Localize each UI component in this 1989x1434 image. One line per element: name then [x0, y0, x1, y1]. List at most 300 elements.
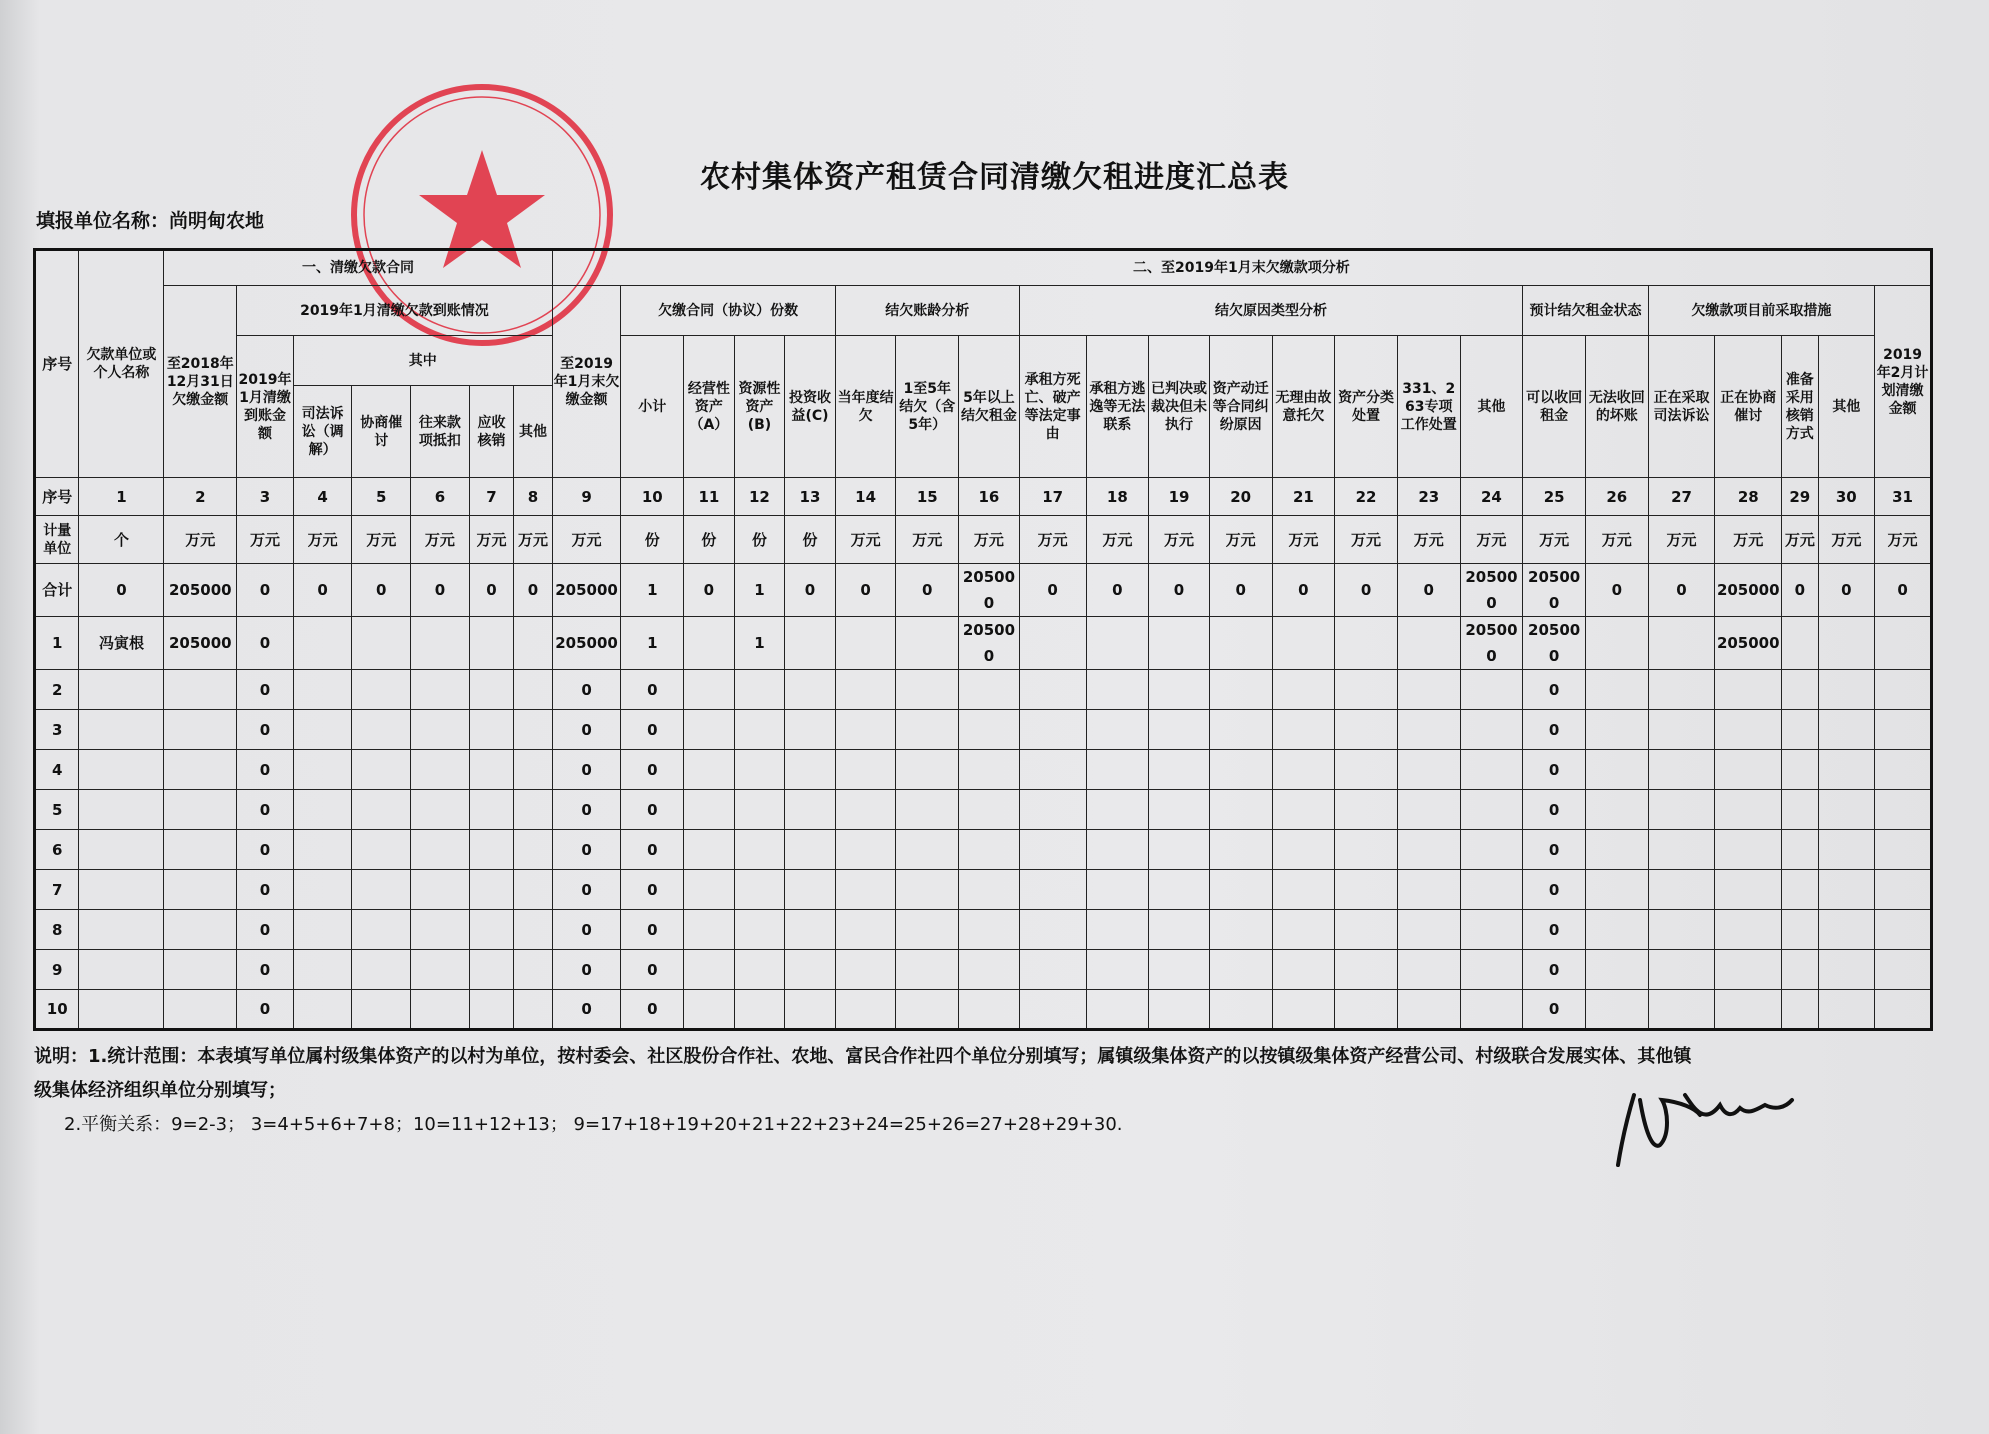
table-cell	[514, 670, 552, 710]
table-cell	[734, 870, 785, 910]
table-cell	[79, 870, 164, 910]
unit-cell: 万元	[1086, 516, 1149, 564]
table-cell: 0	[1019, 564, 1086, 617]
table-cell	[1019, 910, 1086, 950]
table-cell	[1335, 790, 1398, 830]
table-cell	[1782, 670, 1818, 710]
row-seq-cell: 2	[35, 670, 79, 710]
table-cell: 0	[1335, 564, 1398, 617]
table-cell	[1875, 750, 1932, 790]
table-row	[35, 830, 1932, 870]
table-cell	[1818, 870, 1875, 910]
table-cell: 0	[1523, 950, 1586, 990]
table-cell	[835, 950, 896, 990]
unit-cell: 份	[785, 516, 836, 564]
table-cell	[835, 910, 896, 950]
table-cell: 0	[237, 910, 294, 950]
table-cell	[896, 830, 959, 870]
table-cell: 205000	[1523, 617, 1586, 670]
table-cell	[79, 990, 164, 1030]
table-cell	[896, 670, 959, 710]
table-cell	[514, 790, 552, 830]
table-cell: 0	[1086, 564, 1149, 617]
table-cell: 0	[237, 617, 294, 670]
table-cell	[959, 990, 1020, 1030]
column-number-cell: 21	[1272, 478, 1335, 516]
table-cell: 0	[785, 564, 836, 617]
header-c19: 已判决或裁决但未执行	[1149, 336, 1210, 478]
table-cell: 0	[552, 990, 621, 1030]
table-cell	[1149, 870, 1210, 910]
unit-cell: 万元	[411, 516, 470, 564]
table-cell	[1272, 710, 1335, 750]
table-cell	[896, 790, 959, 830]
table-cell	[1648, 790, 1715, 830]
unit-cell: 万元	[352, 516, 411, 564]
header-c26: 无法收回的坏账	[1585, 336, 1648, 478]
column-number-cell: 25	[1523, 478, 1586, 516]
unit-cell: 万元	[293, 516, 352, 564]
table-cell: 0	[293, 564, 352, 617]
table-cell	[896, 750, 959, 790]
table-cell	[1715, 710, 1782, 750]
data-rows	[35, 564, 1932, 1030]
unit-cell: 万元	[896, 516, 959, 564]
unit-cell: 万元	[959, 516, 1020, 564]
column-number-cell: 28	[1715, 478, 1782, 516]
table-cell	[1272, 790, 1335, 830]
column-number-tr	[35, 478, 1932, 516]
table-cell	[1209, 710, 1272, 750]
table-cell: 0	[1818, 564, 1875, 617]
table-cell	[896, 990, 959, 1030]
table-cell: 205000	[959, 564, 1020, 617]
table-cell: 0	[237, 990, 294, 1030]
table-cell	[79, 670, 164, 710]
table-cell	[959, 910, 1020, 950]
table-cell	[1648, 830, 1715, 870]
column-number-cell: 31	[1875, 478, 1932, 516]
table-cell	[1335, 950, 1398, 990]
table-cell	[785, 950, 836, 990]
table-cell	[1715, 870, 1782, 910]
table-cell	[469, 710, 513, 750]
table-cell	[734, 910, 785, 950]
table-cell: 0	[514, 564, 552, 617]
unit-cell: 万元	[552, 516, 621, 564]
table-cell: 0	[1648, 564, 1715, 617]
unit-cell: 万元	[1715, 516, 1782, 564]
row-seq-cell: 6	[35, 830, 79, 870]
header-c24: 其他	[1460, 336, 1523, 478]
table-cell	[352, 790, 411, 830]
table-cell: 0	[621, 710, 684, 750]
table-cell	[1782, 910, 1818, 950]
table-cell	[469, 910, 513, 950]
unit-cell: 万元	[1648, 516, 1715, 564]
table-cell	[1149, 790, 1210, 830]
table-cell	[1460, 790, 1523, 830]
header-c21: 无理由故意托欠	[1272, 336, 1335, 478]
table-cell: 0	[237, 710, 294, 750]
table-cell	[684, 870, 735, 910]
table-cell	[1875, 790, 1932, 830]
unit-cell: 万元	[1585, 516, 1648, 564]
table-cell	[79, 710, 164, 750]
table-cell: 0	[237, 750, 294, 790]
table-cell	[1648, 670, 1715, 710]
table-cell	[896, 870, 959, 910]
table-cell: 0	[1523, 990, 1586, 1030]
table-cell	[1086, 710, 1149, 750]
table-cell	[835, 670, 896, 710]
table-cell	[1818, 910, 1875, 950]
table-cell	[79, 910, 164, 950]
table-cell	[1019, 830, 1086, 870]
row-seq-cell: 合计	[35, 564, 79, 617]
table-cell	[959, 750, 1020, 790]
table-cell: 0	[552, 830, 621, 870]
table-cell	[684, 710, 735, 750]
table-cell	[896, 910, 959, 950]
table-cell: 0	[552, 710, 621, 750]
note-line-1: 说明：1.统计范围：本表填写单位属村级集体资产的以村为单位，按村委会、社区股份合作社、农地、富民合作社四个单位分别填写；属镇级集体资产的以按镇级集体资产经营公司、村级联合发展实体、其他镇级集体经济组织单位分别填写；	[34, 1046, 1692, 1101]
table-cell	[352, 710, 411, 750]
table-cell	[1875, 870, 1932, 910]
table-cell	[1715, 750, 1782, 790]
table-cell	[734, 990, 785, 1030]
table-cell	[1715, 950, 1782, 990]
header-seq: 序号	[35, 250, 79, 478]
table-cell	[352, 990, 411, 1030]
table-cell: 0	[1523, 830, 1586, 870]
header-reasons: 结欠原因类型分析	[1019, 286, 1523, 336]
seq-label-cell: 序号	[35, 478, 79, 516]
table-cell	[1585, 790, 1648, 830]
table-cell	[1460, 670, 1523, 710]
table-cell	[835, 790, 896, 830]
table-cell: 205000	[1715, 564, 1782, 617]
table-cell: 0	[621, 990, 684, 1030]
table-cell	[164, 910, 237, 950]
table-cell: 0	[1585, 564, 1648, 617]
table-cell: 0	[1523, 790, 1586, 830]
table-cell	[411, 870, 470, 910]
table-cell	[1209, 950, 1272, 990]
table-cell	[293, 950, 352, 990]
table-cell	[293, 750, 352, 790]
table-cell: 0	[237, 870, 294, 910]
table-cell	[1782, 617, 1818, 670]
table-cell	[514, 710, 552, 750]
header-c31: 2019年2月计划清缴金额	[1875, 286, 1932, 478]
table-cell	[164, 670, 237, 710]
unit-label-cell: 计量单位	[35, 516, 79, 564]
table-cell	[514, 750, 552, 790]
table-cell	[411, 990, 470, 1030]
table-cell	[1086, 870, 1149, 910]
table-cell: 0	[237, 950, 294, 990]
table-cell	[1209, 910, 1272, 950]
table-cell: 冯寅根	[79, 617, 164, 670]
table-cell	[1086, 910, 1149, 950]
table-cell	[1019, 710, 1086, 750]
table-cell	[835, 617, 896, 670]
header-jan-group: 2019年1月清缴欠款到账情况	[237, 286, 552, 336]
header-c12: 资源性资产(B)	[734, 336, 785, 478]
handwritten-signature	[1600, 1070, 1800, 1170]
table-cell	[1272, 617, 1335, 670]
table-cell	[1782, 750, 1818, 790]
table-cell	[1585, 710, 1648, 750]
notes	[34, 1040, 1694, 1142]
column-number-cell: 30	[1818, 478, 1875, 516]
table-cell	[1272, 990, 1335, 1030]
table-cell	[293, 617, 352, 670]
table-row	[35, 750, 1932, 790]
table-cell	[1875, 910, 1932, 950]
table-cell: 1	[734, 564, 785, 617]
table-cell	[411, 910, 470, 950]
table-cell	[734, 710, 785, 750]
unit-cell: 万元	[1209, 516, 1272, 564]
table-cell: 0	[621, 830, 684, 870]
table-row	[35, 950, 1932, 990]
header-c6: 往来款项抵扣	[411, 386, 470, 478]
table-cell	[785, 830, 836, 870]
table-cell	[1715, 830, 1782, 870]
table-cell: 0	[79, 564, 164, 617]
header-aging: 结欠账龄分析	[835, 286, 1019, 336]
table-cell: 0	[352, 564, 411, 617]
table-cell	[293, 830, 352, 870]
column-number-cell: 9	[552, 478, 621, 516]
column-number-cell: 17	[1019, 478, 1086, 516]
table-cell	[352, 950, 411, 990]
table-row	[35, 617, 1932, 670]
table-cell	[514, 990, 552, 1030]
table-cell	[1397, 870, 1460, 910]
header-section1: 一、清缴欠款合同	[164, 250, 552, 286]
table-cell	[1209, 617, 1272, 670]
table-cell	[469, 670, 513, 710]
unit-cell: 份	[684, 516, 735, 564]
header-measures: 欠缴款项目前采取措施	[1648, 286, 1874, 336]
table-cell: 0	[552, 910, 621, 950]
header-c8: 其他	[514, 386, 552, 478]
table-cell	[959, 950, 1020, 990]
table-cell	[1818, 990, 1875, 1030]
column-number-cell: 15	[896, 478, 959, 516]
table-cell	[293, 710, 352, 750]
table-cell: 205000	[1523, 564, 1586, 617]
table-cell	[1648, 750, 1715, 790]
table-cell	[411, 950, 470, 990]
table-cell	[293, 910, 352, 950]
table-cell	[1209, 990, 1272, 1030]
table-cell	[411, 790, 470, 830]
table-cell	[164, 710, 237, 750]
table-cell: 0	[1523, 910, 1586, 950]
table-cell	[684, 617, 735, 670]
table-cell	[411, 670, 470, 710]
header-c27: 正在采取司法诉讼	[1648, 336, 1715, 478]
table-cell: 0	[1782, 564, 1818, 617]
table-cell	[1875, 670, 1932, 710]
table-cell: 0	[552, 950, 621, 990]
table-cell: 0	[1523, 750, 1586, 790]
column-number-cell: 3	[237, 478, 294, 516]
table-cell: 0	[237, 670, 294, 710]
table-cell	[1086, 670, 1149, 710]
table-cell	[1335, 910, 1398, 950]
column-number-cell: 24	[1460, 478, 1523, 516]
table-cell	[1648, 990, 1715, 1030]
table-cell	[411, 830, 470, 870]
table-cell	[411, 617, 470, 670]
table-cell	[469, 790, 513, 830]
column-number-row	[35, 478, 1932, 516]
table-cell	[79, 830, 164, 870]
header-c23: 331、263专项工作处置	[1397, 336, 1460, 478]
table-cell	[1019, 617, 1086, 670]
table-cell	[1335, 670, 1398, 710]
table-cell	[352, 670, 411, 710]
table-cell	[1585, 950, 1648, 990]
table-cell	[1585, 910, 1648, 950]
table-cell	[1875, 990, 1932, 1030]
table-cell	[1149, 830, 1210, 870]
table-cell	[1818, 670, 1875, 710]
table-cell	[734, 750, 785, 790]
table-cell	[1335, 870, 1398, 910]
column-number-cell: 10	[621, 478, 684, 516]
table-cell	[1460, 910, 1523, 950]
table-row	[35, 870, 1932, 910]
table-cell	[684, 750, 735, 790]
table-cell: 0	[621, 750, 684, 790]
header-c28: 正在协商催讨	[1715, 336, 1782, 478]
table-cell: 0	[1397, 564, 1460, 617]
table-cell: 0	[621, 870, 684, 910]
column-number-cell: 12	[734, 478, 785, 516]
header-c30: 其他	[1818, 336, 1875, 478]
table-cell: 0	[552, 750, 621, 790]
table-cell	[1585, 617, 1648, 670]
table-cell	[514, 910, 552, 950]
unit-cell: 万元	[164, 516, 237, 564]
table-cell	[1585, 670, 1648, 710]
table-cell: 205000	[959, 617, 1020, 670]
unit-cell: 万元	[469, 516, 513, 564]
header-c11: 经营性资产（A）	[684, 336, 735, 478]
header-c10: 小计	[621, 336, 684, 478]
table-cell: 0	[684, 564, 735, 617]
table-cell	[1149, 710, 1210, 750]
unit-cell: 个	[79, 516, 164, 564]
table-cell	[164, 790, 237, 830]
table-cell	[684, 990, 735, 1030]
header-c5: 协商催讨	[352, 386, 411, 478]
row-seq-cell: 10	[35, 990, 79, 1030]
unit-cell: 万元	[1818, 516, 1875, 564]
header-status: 预计结欠租金状态	[1523, 286, 1648, 336]
table-cell	[352, 910, 411, 950]
table-cell	[1818, 710, 1875, 750]
table-cell	[1585, 870, 1648, 910]
table-cell: 0	[1272, 564, 1335, 617]
table-cell	[1782, 790, 1818, 830]
table-cell: 0	[237, 790, 294, 830]
header-jan-total: 2019年1月清缴到账金额	[237, 336, 294, 478]
table-cell	[1209, 790, 1272, 830]
table-cell	[896, 950, 959, 990]
table-cell	[164, 950, 237, 990]
table-cell	[1019, 790, 1086, 830]
table-cell	[835, 990, 896, 1030]
header-c13: 投资收益(C)	[785, 336, 836, 478]
table-cell	[1019, 750, 1086, 790]
header-debtor: 欠款单位或个人名称	[79, 250, 164, 478]
table-cell	[1715, 790, 1782, 830]
table-cell	[835, 830, 896, 870]
table-cell: 0	[1149, 564, 1210, 617]
column-number-cell: 6	[411, 478, 470, 516]
row-seq-cell: 8	[35, 910, 79, 950]
table-cell	[1648, 710, 1715, 750]
header-c9: 至2019年1月末欠缴金额	[552, 286, 621, 478]
column-number-cell: 13	[785, 478, 836, 516]
table-cell: 0	[411, 564, 470, 617]
table-cell: 0	[896, 564, 959, 617]
table-cell	[1149, 750, 1210, 790]
table-cell	[1875, 830, 1932, 870]
column-number-cell: 4	[293, 478, 352, 516]
table-cell: 0	[1523, 870, 1586, 910]
row-seq-cell: 7	[35, 870, 79, 910]
header-c18: 承租方逃逸等无法联系	[1086, 336, 1149, 478]
column-number-cell: 22	[1335, 478, 1398, 516]
table-cell	[1782, 830, 1818, 870]
row-seq-cell: 5	[35, 790, 79, 830]
table-cell	[684, 790, 735, 830]
filler-unit-label: 填报单位名称：尚明甸农地	[36, 210, 265, 232]
table-cell	[785, 750, 836, 790]
table-cell	[1019, 870, 1086, 910]
table-row	[35, 990, 1932, 1030]
table-cell: 205000	[1460, 617, 1523, 670]
table-cell	[734, 950, 785, 990]
unit-cell: 万元	[1019, 516, 1086, 564]
table-cell	[164, 990, 237, 1030]
table-cell	[1086, 617, 1149, 670]
table-cell	[352, 830, 411, 870]
table-cell	[1397, 617, 1460, 670]
table-cell	[1335, 830, 1398, 870]
table-cell	[1272, 830, 1335, 870]
column-number-cell: 14	[835, 478, 896, 516]
table-cell	[164, 750, 237, 790]
table-cell	[1460, 950, 1523, 990]
table-row	[35, 710, 1932, 750]
table-cell	[1782, 950, 1818, 990]
table-cell	[959, 790, 1020, 830]
column-number-cell: 16	[959, 478, 1020, 516]
table-cell	[514, 617, 552, 670]
table-cell	[1209, 830, 1272, 870]
table-cell	[293, 870, 352, 910]
table-cell: 0	[621, 910, 684, 950]
